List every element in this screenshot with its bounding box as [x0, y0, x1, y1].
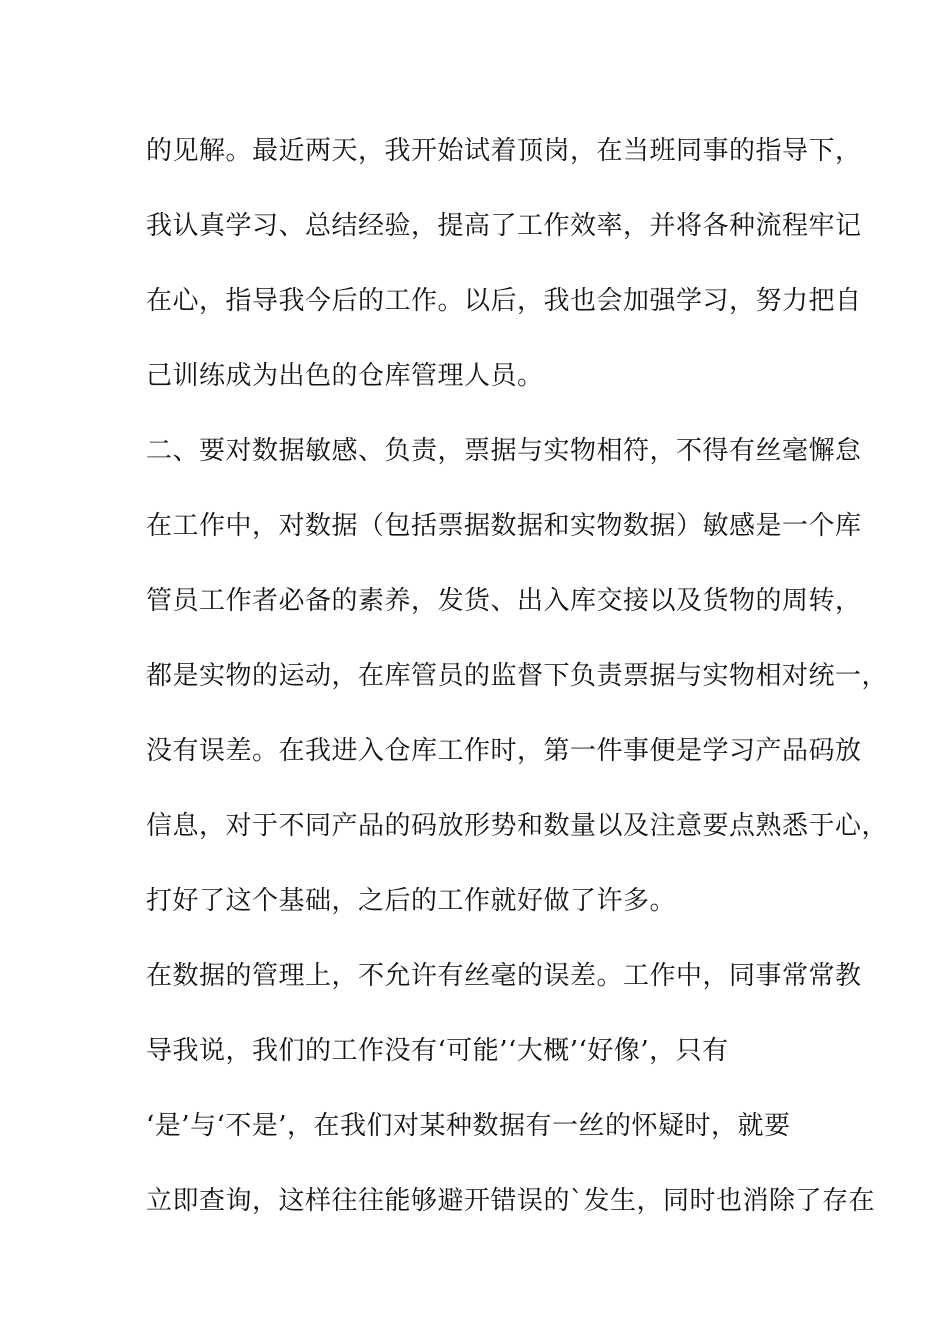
- paragraph-line: 在工作中，对数据（包括票据数据和实物数据）敏感是一个库: [146, 511, 862, 541]
- paragraph-line: 的见解。最近两天，我开始试着顶岗，在当班同事的指导下，: [146, 136, 862, 166]
- paragraph-line: 我认真学习、总结经验，提高了工作效率，并将各种流程牢记: [146, 211, 862, 241]
- paragraph-line: 导我说，我们的工作没有‘可能’‘大概’‘好像’，只有: [146, 1036, 729, 1066]
- paragraph-line: 立即查询，这样往往能够避开错误的`发生，同时也消除了存在: [146, 1186, 876, 1216]
- paragraph-line: ‘是’与‘不是’，在我们对某种数据有一丝的怀疑时，就要: [146, 1111, 791, 1141]
- paragraph-line: 信息，对于不同产品的码放形势和数量以及注意要点熟悉于心，: [146, 811, 889, 841]
- paragraph-line: 都是实物的运动，在库管员的监督下负责票据与实物相对统一，: [146, 661, 889, 691]
- paragraph-line: 管员工作者必备的素养，发货、出入库交接以及货物的周转，: [146, 586, 862, 616]
- paragraph-line: 打好了这个基础，之后的工作就好做了许多。: [146, 886, 677, 916]
- section-heading: 二、要对数据敏感、负责，票据与实物相符，不得有丝毫懈怠: [146, 436, 862, 466]
- paragraph-line: 在心，指导我今后的工作。以后，我也会加强学习，努力把自: [146, 286, 862, 316]
- paragraph-line: 己训练成为出色的仓库管理人员。: [146, 361, 544, 391]
- paragraph-line: 没有误差。在我进入仓库工作时，第一件事便是学习产品码放: [146, 736, 862, 766]
- paragraph-line: 在数据的管理上，不允许有丝毫的误差。工作中，同事常常教: [146, 961, 862, 991]
